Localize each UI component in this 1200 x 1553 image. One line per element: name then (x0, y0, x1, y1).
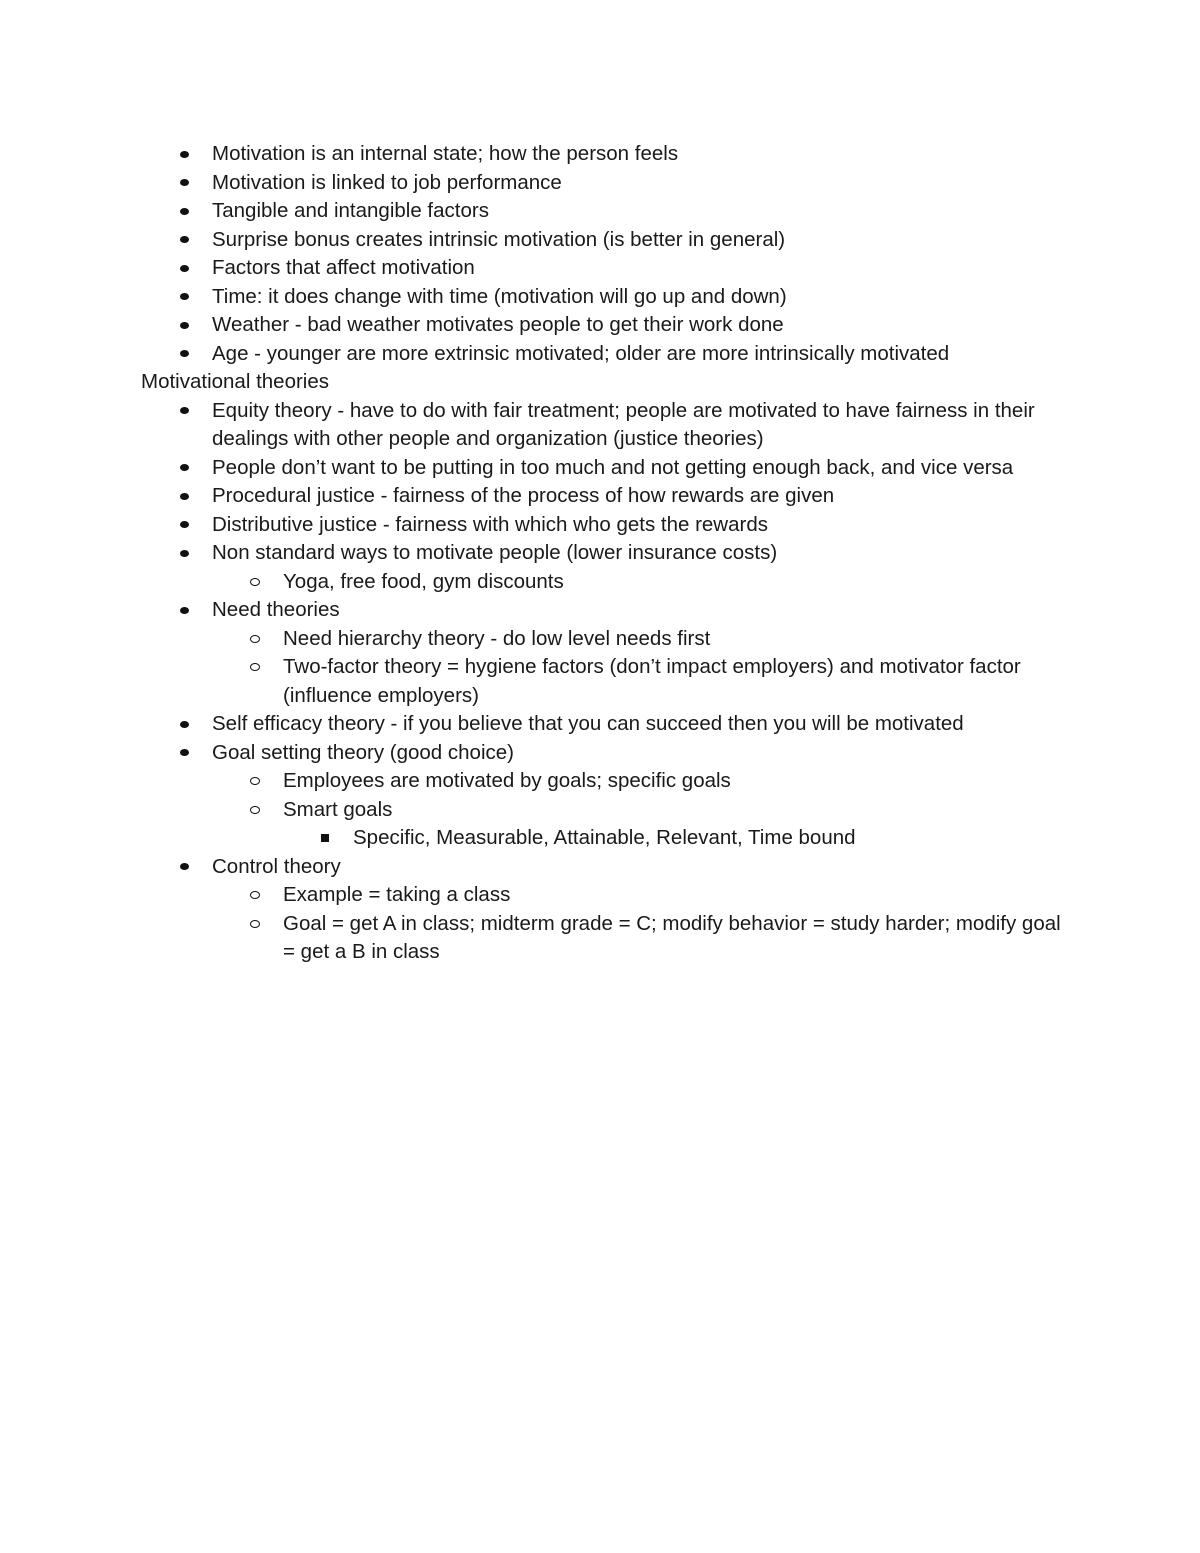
list-item-text: Example = taking a class (283, 883, 511, 906)
list-item (141, 197, 1072, 226)
bullet-dot-icon-shape (180, 863, 189, 870)
list-item (141, 454, 1072, 483)
bullet-square-icon-shape (321, 834, 329, 842)
bullet-dot-icon (177, 853, 191, 882)
bullet-dot-icon-shape (180, 293, 189, 300)
bullet-dot-icon (177, 596, 191, 625)
list-item (141, 653, 1073, 710)
bullet-dot-icon (177, 340, 191, 369)
list-item-text: Need theories (212, 598, 340, 621)
bullet-dot-icon-shape (180, 151, 189, 158)
bullet-ring-icon-shape (250, 578, 260, 586)
bullet-dot-icon (177, 539, 191, 568)
bullet-dot-icon (177, 311, 191, 340)
list-item (141, 796, 1073, 825)
list-item-text: Specific, Measurable, Attainable, Relevant, Time bound (353, 826, 856, 849)
bullet-dot-icon-shape (180, 749, 189, 756)
list-item (141, 596, 1072, 625)
bullet-ring-icon (248, 568, 262, 597)
list-item-text: Yoga, free food, gym discounts (283, 569, 564, 593)
list-item (141, 169, 1072, 198)
bullet-dot-icon-shape (180, 721, 189, 728)
list-item (141, 739, 1072, 768)
list-item-text: Smart goals (283, 797, 393, 821)
list-item-text: People don’t want to be putting in too much and not getting enough back, and vice versa (212, 455, 1014, 479)
bullet-dot-icon (177, 283, 191, 312)
bullet-ring-icon (248, 796, 262, 825)
list-item (141, 910, 1073, 967)
bullet-dot-icon (177, 511, 191, 540)
list-item (141, 539, 1072, 568)
list-item-text: Goal = get A in class; midterm grade = C; modify behavior = study harder; modify goal = get a B in class (283, 911, 1061, 963)
bullet-ring-icon-shape (250, 635, 260, 643)
list-item (141, 511, 1072, 540)
list-item (141, 824, 1073, 853)
bullet-dot-icon (177, 482, 191, 511)
bullet-dot-icon-shape (180, 493, 189, 500)
bullet-dot-icon-shape (180, 407, 189, 414)
list-item-text: Surprise bonus creates intrinsic motivation (is better in general) (212, 227, 786, 251)
list-item (141, 853, 1072, 882)
bullet-ring-icon-shape (250, 663, 260, 671)
bullet-dot-icon-shape (180, 521, 189, 528)
bullet-dot-icon (177, 397, 191, 426)
bullet-ring-icon-shape (250, 920, 260, 928)
list-item (141, 311, 1072, 340)
bullet-dot-icon (177, 739, 191, 768)
list-item-text: Age - younger are more extrinsic motivated; older are more intrinsically motivated (212, 341, 950, 365)
bullet-dot-icon-shape (180, 464, 189, 471)
list-item (141, 340, 1072, 369)
bullet-dot-icon (177, 197, 191, 226)
bullet-ring-icon (248, 653, 262, 682)
bullet-ring-icon-shape (250, 806, 260, 814)
section-heading-text: Motivational theories (141, 370, 330, 393)
bullet-dot-icon-shape (180, 179, 189, 186)
list-item-text: Weather - bad weather motivates people to get their work done (212, 313, 784, 336)
list-item-text: Time: it does change with time (motivation will go up and down) (212, 284, 787, 308)
bullet-dot-icon-shape (180, 607, 189, 614)
bullet-ring-icon (248, 767, 262, 796)
list-item-text: Employees are motivated by goals; specific goals (283, 769, 731, 792)
bullet-dot-icon-shape (180, 322, 189, 329)
list-item (141, 226, 1072, 255)
list-item (141, 283, 1072, 312)
list-item-text: Self efficacy theory - if you believe that you can succeed then you will be motivated (212, 712, 964, 735)
list-item-text: Procedural justice - fairness of the process of how rewards are given (212, 484, 835, 507)
list-item (141, 397, 1072, 454)
list-item-text: Factors that affect motivation (212, 256, 475, 279)
bullet-ring-icon (248, 910, 262, 939)
bullet-dot-icon (177, 710, 191, 739)
list-item-text: Motivation is linked to job performance (212, 170, 562, 194)
list-item (141, 140, 1072, 169)
list-item (141, 254, 1072, 283)
bullet-dot-icon (177, 169, 191, 198)
bullet-dot-icon-shape (180, 265, 189, 272)
notes-list (141, 140, 1101, 967)
list-item-text: Goal setting theory (good choice) (212, 740, 514, 764)
bullet-dot-icon-shape (180, 236, 189, 243)
list-item-text: Motivation is an internal state; how the person feels (212, 142, 679, 165)
bullet-square-icon (318, 824, 332, 853)
bullet-dot-icon (177, 226, 191, 255)
list-item (141, 568, 1073, 597)
list-item-text: Control theory (212, 854, 341, 878)
list-item (141, 881, 1073, 910)
list-item-text: Need hierarchy theory - do low level needs first (283, 626, 711, 650)
list-item (141, 767, 1073, 796)
list-item-text: Tangible and intangible factors (212, 199, 489, 222)
bullet-dot-icon (177, 140, 191, 169)
bullet-ring-icon (248, 881, 262, 910)
bullet-ring-icon-shape (250, 891, 260, 899)
list-item (141, 710, 1072, 739)
bullet-dot-icon (177, 254, 191, 283)
section-heading (141, 368, 1101, 397)
bullet-dot-icon (177, 454, 191, 483)
bullet-dot-icon-shape (180, 350, 189, 357)
bullet-ring-icon (248, 625, 262, 654)
bullet-ring-icon-shape (250, 777, 260, 785)
bullet-dot-icon-shape (180, 208, 189, 215)
list-item-text: Distributive justice - fairness with which who gets the rewards (212, 512, 768, 536)
list-item (141, 625, 1073, 654)
list-item-text: Equity theory - have to do with fair treatment; people are motivated to have fairness in their dealings with other people and organization (justice theories) (212, 398, 1035, 450)
bullet-dot-icon-shape (180, 550, 189, 557)
list-item (141, 482, 1072, 511)
list-item-text: Non standard ways to motivate people (lower insurance costs) (212, 541, 778, 564)
list-item-text: Two-factor theory = hygiene factors (don’t impact employers) and motivator factor (influence employers) (283, 655, 1021, 707)
